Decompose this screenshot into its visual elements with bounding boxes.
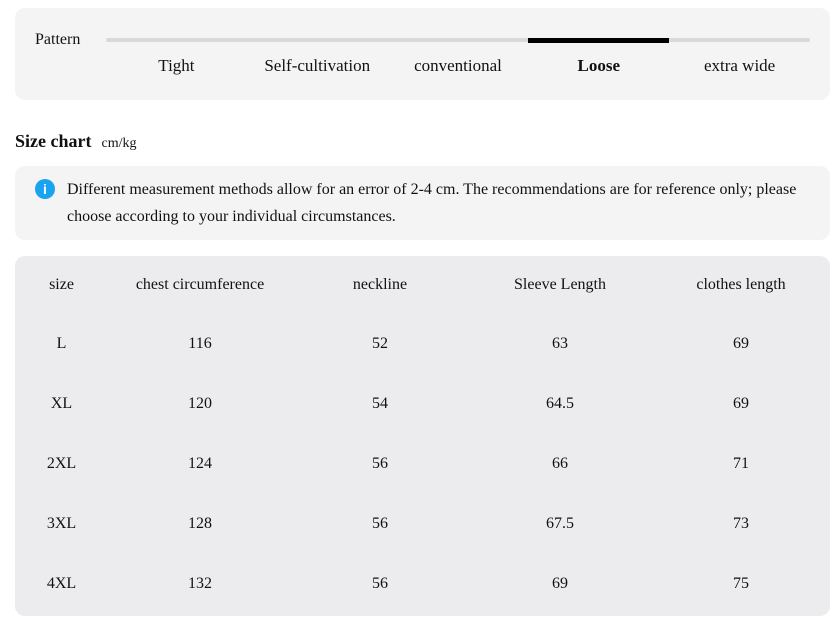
header-clothes-length: clothes length bbox=[696, 276, 786, 293]
cell-sleeve: 67.5 bbox=[546, 515, 574, 532]
cell-size: 2XL bbox=[46, 455, 77, 472]
cell-sleeve: 66 bbox=[552, 455, 568, 472]
cell-neckline: 52 bbox=[372, 335, 388, 352]
header-size: size bbox=[49, 276, 74, 293]
cell-chest: 132 bbox=[188, 575, 212, 592]
cell-clothes-length: 69 bbox=[733, 335, 749, 352]
pattern-segment-loose bbox=[528, 38, 669, 43]
cell-neckline: 56 bbox=[372, 455, 388, 472]
size-table bbox=[15, 256, 830, 614]
cell-neckline: 56 bbox=[372, 575, 388, 592]
measurement-notice bbox=[15, 166, 830, 240]
cell-clothes-length: 69 bbox=[733, 395, 749, 412]
header-sleeve-length: Sleeve Length bbox=[514, 276, 606, 293]
size-table-card bbox=[15, 256, 830, 616]
header-neckline: neckline bbox=[352, 276, 408, 293]
pattern-card bbox=[15, 8, 830, 100]
cell-size: XL bbox=[50, 395, 73, 412]
cell-chest: 128 bbox=[188, 515, 212, 532]
cell-size: 3XL bbox=[46, 515, 77, 532]
cell-size: 4XL bbox=[46, 575, 77, 592]
cell-clothes-length: 75 bbox=[733, 575, 749, 592]
cell-sleeve: 64.5 bbox=[546, 395, 574, 412]
cell-clothes-length: 71 bbox=[733, 455, 749, 472]
table-row bbox=[15, 374, 830, 434]
table-header-row bbox=[15, 256, 830, 314]
header-chest-circumference: chest circumference bbox=[135, 276, 265, 293]
size-chart-heading bbox=[15, 131, 136, 152]
cell-neckline: 54 bbox=[372, 395, 388, 412]
pattern-segment-extra-wide bbox=[669, 38, 810, 42]
table-row bbox=[15, 314, 830, 374]
info-icon: i bbox=[35, 179, 55, 199]
size-chart-unit: cm/kg bbox=[101, 136, 137, 151]
table-row bbox=[15, 494, 830, 554]
table-row bbox=[15, 434, 830, 494]
pattern-segment-self-cultivation bbox=[247, 38, 388, 42]
pattern-option-extra-wide: extra wide bbox=[703, 56, 776, 75]
cell-sleeve: 69 bbox=[552, 575, 568, 592]
cell-sleeve: 63 bbox=[552, 335, 568, 352]
table-row bbox=[15, 554, 830, 614]
cell-size: L bbox=[56, 335, 67, 352]
pattern-segment-conventional bbox=[388, 38, 529, 42]
size-chart-title: Size chart bbox=[15, 131, 92, 151]
cell-chest: 116 bbox=[188, 335, 212, 352]
pattern-option-self-cultivation: Self-cultivation bbox=[264, 56, 371, 75]
pattern-options bbox=[106, 56, 810, 78]
cell-chest: 124 bbox=[188, 455, 212, 472]
pattern-segment-tight bbox=[106, 38, 247, 42]
pattern-track bbox=[106, 38, 810, 42]
cell-clothes-length: 73 bbox=[733, 515, 749, 532]
cell-neckline: 56 bbox=[372, 515, 388, 532]
pattern-option-loose: Loose bbox=[577, 56, 621, 75]
pattern-option-conventional: conventional bbox=[414, 56, 502, 75]
pattern-option-tight: Tight bbox=[158, 56, 195, 75]
notice-text: Different measurement methods allow for an error of 2-4 cm. The recommendations are for reference only; please choose according to your individual circumstances. bbox=[67, 181, 797, 225]
pattern-label: Pattern bbox=[35, 31, 81, 48]
cell-chest: 120 bbox=[188, 395, 212, 412]
